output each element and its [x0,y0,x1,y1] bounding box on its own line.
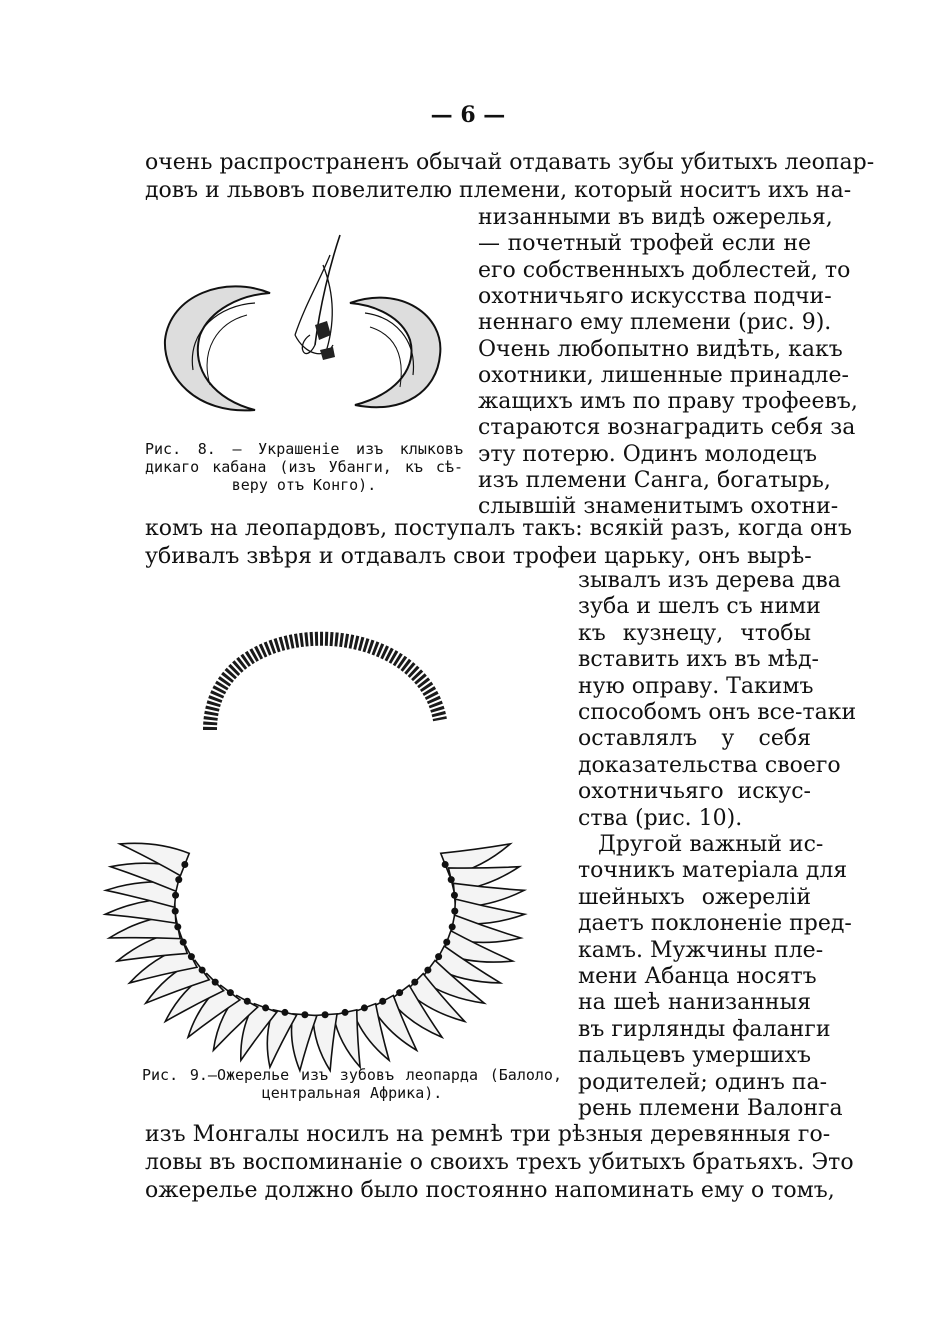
text-line: зывалъ изъ дерева два [578,568,841,593]
figure8-caption-line: веру отъ Конго). [231,476,377,494]
text-line: мени Абанца носятъ [578,964,817,989]
text-line: способомъ онъ все-таки [578,700,857,725]
figure9-caption-line: центральная Африка). [261,1084,443,1102]
text-line: — почетный трофей если не [478,231,811,257]
boar-tusk-ornament-illustration [155,225,455,435]
text-line: пальцевъ умершихъ [578,1043,811,1069]
text-line: родителей; одинъ па- [578,1069,828,1095]
text-line: его собственныхъ доблестей, то [478,257,851,283]
text-line: эту потерю. Одинъ молодецъ [478,441,817,467]
text-line: зуба и шелъ съ ними [578,594,821,620]
text-line: къ кузнецу, чтобы [578,620,811,646]
text-line: довъ и львовъ повелителю племени, который носитъ ихъ на- [145,178,852,203]
text-line: рень племени Валонга [578,1096,843,1121]
text-line: даетъ поклоненіе пред- [578,911,852,937]
text-line: ства (рис. 10). [578,805,743,831]
text-line: въ гирлянды фаланги [578,1016,831,1042]
text-line: камъ. Мужчины пле- [578,937,824,963]
text-line: Очень любопытно видѣть, какъ [478,336,843,362]
text-line: убивалъ звѣря и отдавалъ свои трофеи царьку, онъ вырѣ- [145,544,812,569]
text-line: ную оправу. Такимъ [578,673,814,699]
text-line: слывшій знаменитымъ охотни- [478,494,839,520]
text-line: охотники, лишенные принадле- [478,362,849,388]
text-line: на шеѣ нанизанныя [578,990,811,1016]
text-line: охотничьяго искусства подчи- [478,283,832,309]
text-line: оставлялъ у себя [578,726,811,752]
text-line: шейныхъ ожерелій [578,884,811,910]
necklace-tooth [333,1009,360,1067]
text-line: низанными въ видѣ ожерелья, [478,205,833,230]
text-line: Другой важный ис- [598,832,824,857]
figure9-caption-line: Рис. 9.—Ожерелье изъ зубовъ леопарда (Балоло, [142,1066,562,1084]
text-line: вставить ихъ въ мѣд- [578,647,819,673]
text-line: очень распространенъ обычай отдавать зубы убитыхъ леопар- [145,150,875,175]
figure8-caption-line: дикаго кабана (изъ Убанги, къ сѣ- [145,458,463,476]
text-line: ожерелье должно было постоянно напоминать ему о томъ, [145,1178,835,1203]
text-line: ловы въ воспоминаніе о своихъ трехъ убитыхъ братьяхъ. Это [145,1150,854,1175]
text-line: изъ племени Санга, богатырь, [478,468,831,493]
text-line: комъ на леопардовъ, поступалъ такъ: всякій разъ, когда онъ [145,516,852,541]
page-number: — 6 — [430,102,506,128]
text-line: охотничьяго искус- [578,779,811,805]
text-line: стараются вознаградить себя за [478,415,856,441]
text-line: неннаго ему племени (рис. 9). [478,310,832,336]
necklace-tooth [291,1011,316,1070]
figure8-caption-line: Рис. 8. — Украшеніе изъ клыковъ [145,440,463,458]
text-line: точникъ матеріала для [578,858,848,884]
necklace-cord [210,639,440,730]
necklace-tooth [313,1011,337,1070]
text-line: жащихъ имъ по праву трофеевъ, [478,389,858,415]
text-line: доказательства своего [578,752,841,778]
text-line: изъ Монгалы носилъ на ремнѣ три рѣзныя деревянныя го- [145,1122,831,1147]
leopard-teeth-necklace-illustration [120,600,520,1050]
